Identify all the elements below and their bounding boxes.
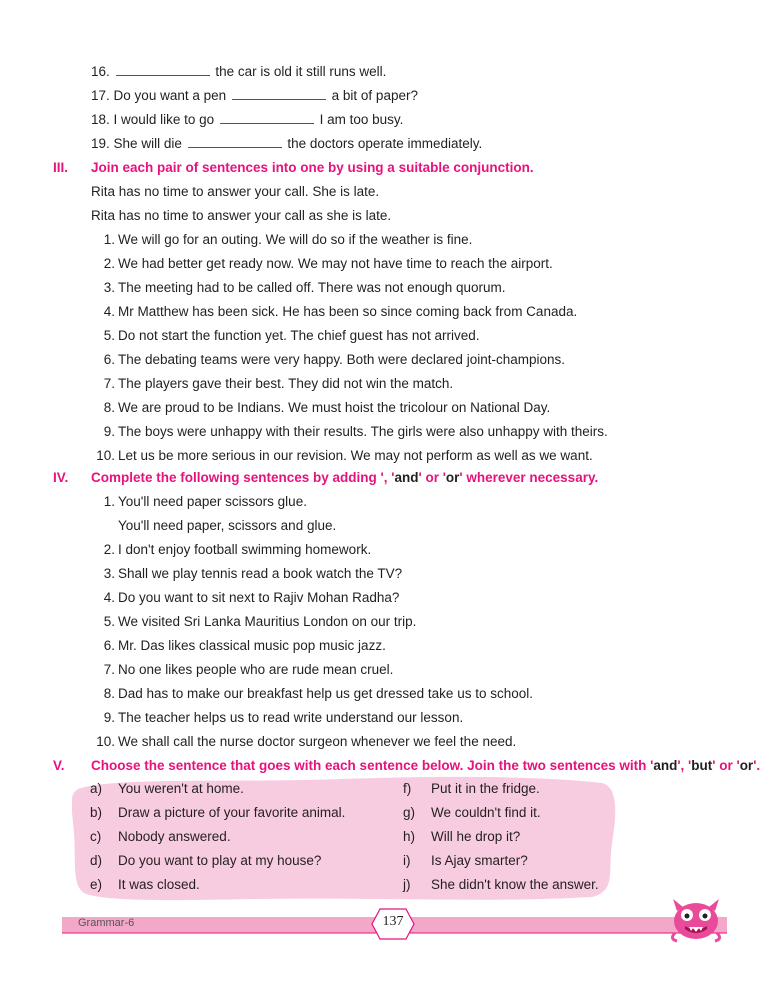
option-text: You weren't at home. bbox=[118, 781, 244, 796]
question-18 bbox=[91, 111, 403, 129]
item-text: Shall we play tennis read a book watch the TV? bbox=[118, 566, 403, 581]
option-letter: a) bbox=[90, 781, 103, 796]
item-number: 3. bbox=[103, 280, 115, 295]
item-text: We had better get ready now. We may not have time to reach the airport. bbox=[118, 256, 553, 271]
option-letter: j) bbox=[403, 877, 411, 892]
option-letter: b) bbox=[90, 805, 103, 820]
option-text: Nobody answered. bbox=[118, 829, 231, 844]
item-number: 10. bbox=[96, 448, 115, 463]
option-letter: c) bbox=[90, 829, 102, 844]
item-number: 6. bbox=[103, 638, 115, 653]
item-text: The players gave their best. They did not win the match. bbox=[118, 376, 454, 391]
item-number: 19. bbox=[91, 136, 110, 151]
section-number: V. bbox=[53, 758, 65, 773]
item-number: 9. bbox=[103, 424, 115, 439]
item-text: We are proud to be Indians. We must hoist the tricolour on National Day. bbox=[118, 400, 551, 415]
question-16 bbox=[91, 63, 386, 81]
answer-blank bbox=[232, 87, 326, 100]
option-letter: f) bbox=[403, 781, 412, 796]
example-question: Rita has no time to answer your call. She is late. bbox=[91, 184, 380, 199]
item-number: 5. bbox=[103, 328, 115, 343]
item-number: 16. bbox=[91, 64, 110, 79]
example-answer: Rita has no time to answer your call as she is late. bbox=[91, 208, 392, 223]
option-letter: i) bbox=[403, 853, 411, 868]
item-number: 4. bbox=[103, 590, 115, 605]
option-text: She didn't know the answer. bbox=[431, 877, 599, 892]
item-text: I would like to go bbox=[113, 112, 215, 127]
item-number: 10. bbox=[96, 734, 115, 749]
section-number: III. bbox=[53, 160, 69, 175]
item-text: I don't enjoy football swimming homework. bbox=[118, 542, 372, 557]
item-number: 17. bbox=[91, 88, 110, 103]
option-text: Do you want to play at my house? bbox=[118, 853, 322, 868]
item-number: 2. bbox=[103, 256, 115, 271]
item-text: Do not start the function yet. The chief guest has not arrived. bbox=[118, 328, 480, 343]
item-text: We shall call the nurse doctor surgeon whenever we feel the need. bbox=[118, 734, 517, 749]
section-4-heading bbox=[53, 469, 599, 487]
item-text: Mr Matthew has been sick. He has been so since coming back from Canada. bbox=[118, 304, 578, 319]
item-text: Do you want a pen bbox=[113, 88, 227, 103]
item-text: Do you want to sit next to Rajiv Mohan Radha? bbox=[118, 590, 400, 605]
item-text: You'll need paper scissors glue. bbox=[118, 494, 307, 509]
answer-blank bbox=[116, 63, 210, 76]
item-text: We visited Sri Lanka Mauritius London on our trip. bbox=[118, 614, 417, 629]
item-text: The teacher helps us to read write understand our lesson. bbox=[118, 710, 464, 725]
option-letter: d) bbox=[90, 853, 103, 868]
item-number: 4. bbox=[103, 304, 115, 319]
item-number: 2. bbox=[103, 542, 115, 557]
item-number: 8. bbox=[103, 400, 115, 415]
page-number: 137 bbox=[382, 914, 404, 929]
item-text: The boys were unhappy with their results. The girls were also unhappy with theirs. bbox=[118, 424, 608, 439]
item-number: 3. bbox=[103, 566, 115, 581]
option-text: We couldn't find it. bbox=[431, 805, 541, 820]
section-title: Choose the sentence that goes with each sentence below. Join the two sentences with 'and', 'but' or 'or'. bbox=[91, 758, 761, 773]
item-text: Let us be more serious in our revision. We may not perform as well as we want. bbox=[118, 448, 593, 463]
item-text: The debating teams were very happy. Both were declared joint-champions. bbox=[118, 352, 565, 367]
question-17 bbox=[91, 87, 418, 105]
section-title: Join each pair of sentences into one by using a suitable conjunction. bbox=[91, 160, 534, 175]
item-text: You'll need paper, scissors and glue. bbox=[118, 518, 337, 533]
book-title: Grammar-6 bbox=[78, 917, 135, 929]
option-letter: e) bbox=[90, 877, 103, 892]
section-3-heading bbox=[53, 159, 534, 177]
item-text: I am too busy. bbox=[319, 112, 404, 127]
section-title: Complete the following sentences by adding ', 'and' or 'or' wherever necessary. bbox=[91, 470, 599, 485]
option-letter: h) bbox=[403, 829, 416, 844]
item-number: 6. bbox=[103, 352, 115, 367]
option-letter: g) bbox=[403, 805, 416, 820]
item-number: 9. bbox=[103, 710, 115, 725]
item-number: 1. bbox=[103, 232, 115, 247]
answer-blank bbox=[188, 135, 282, 148]
option-text: Draw a picture of your favorite animal. bbox=[118, 805, 346, 820]
item-number: 5. bbox=[103, 614, 115, 629]
question-19 bbox=[91, 135, 482, 153]
item-text: the car is old it still runs well. bbox=[215, 64, 387, 79]
item-number: 7. bbox=[103, 376, 115, 391]
item-text: Dad has to make our breakfast help us get dressed take us to school. bbox=[118, 686, 533, 701]
section-number: IV. bbox=[53, 470, 69, 485]
item-text: the doctors operate immediately. bbox=[287, 136, 483, 151]
answer-blank bbox=[220, 111, 314, 124]
option-text: Put it in the fridge. bbox=[431, 781, 540, 796]
item-text: No one likes people who are rude mean cruel. bbox=[118, 662, 394, 677]
option-text: It was closed. bbox=[118, 877, 200, 892]
item-text: Mr. Das likes classical music pop music jazz. bbox=[118, 638, 386, 653]
monster-mascot-icon bbox=[665, 893, 727, 943]
item-number: 7. bbox=[103, 662, 115, 677]
item-text: The meeting had to be called off. There was not enough quorum. bbox=[118, 280, 506, 295]
option-text: Will he drop it? bbox=[431, 829, 521, 844]
item-text: We will go for an outing. We will do so if the weather is fine. bbox=[118, 232, 473, 247]
item-text: a bit of paper? bbox=[331, 88, 418, 103]
item-number: 8. bbox=[103, 686, 115, 701]
item-text: She will die bbox=[113, 136, 182, 151]
option-text: Is Ajay smarter? bbox=[431, 853, 528, 868]
item-number: 1. bbox=[103, 494, 115, 509]
item-number: 18. bbox=[91, 112, 110, 127]
